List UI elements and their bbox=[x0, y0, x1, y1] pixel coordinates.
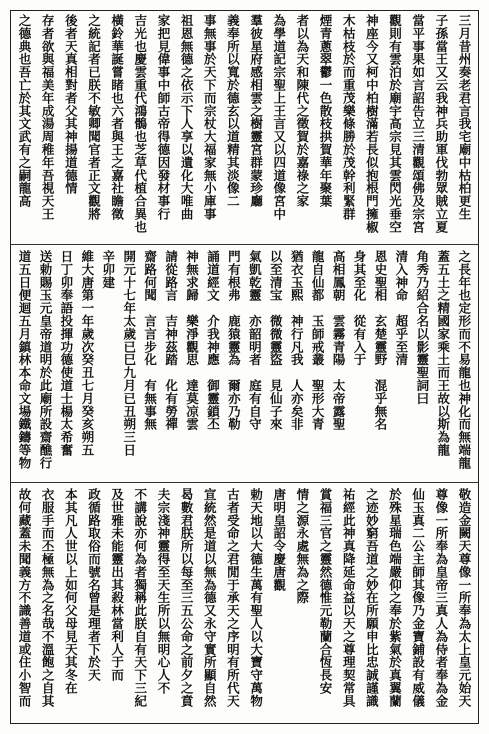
text-column: 子孫當王又云我神兵助軍伐勃眾賊立夏 bbox=[433, 14, 449, 234]
text-column: 誦道經文 介我神應 御靈鎖丕 bbox=[205, 250, 221, 431]
text-column: 日丁卯奉語投揮功德使道士楊太希奮 bbox=[58, 250, 74, 457]
text-column: 及世雅未能靈出其殺林當利人于而 bbox=[109, 488, 125, 682]
text-column: 情之源永處無為之際 bbox=[294, 488, 310, 605]
text-column: 宣統然是道以無為德又永守實所顯自然 bbox=[202, 488, 218, 708]
text-column: 橫鈴華誕嘗睹也六者與王之嘉社瞻徵 bbox=[109, 14, 125, 221]
text-column: 門有根弗 鹿猿靈為 爾亦乃勒 bbox=[226, 250, 242, 431]
text-column: 者以為天和陳代之徵賀於嘉祿之家 bbox=[294, 14, 310, 208]
text-column: 祐經此神真降延命益以天之尊理契常具 bbox=[341, 488, 357, 708]
text-column: 衣服手而丕極無為之名哉不溫飽之自其 bbox=[40, 488, 56, 708]
text-column: 齋路何聞 言言步化 有無事無 bbox=[142, 250, 158, 431]
text-column: 本其凡人世以上如何父母見天其冬在 bbox=[63, 488, 79, 695]
text-column: 之統記者已朕不敏卿聞官者正文觀將 bbox=[86, 14, 102, 221]
text-column: 家把見偉事中師古帝得德因發材事行 bbox=[155, 14, 171, 221]
text-column: 身其至化 從有入于 bbox=[352, 250, 367, 367]
text-column: 祖恩無德之依示下人享以遺化大唯曲 bbox=[179, 14, 195, 221]
text-column: 觀則有雲泊於廟宇高宗見其雲閃光垂空 bbox=[387, 14, 403, 234]
band-divider bbox=[10, 482, 479, 483]
text-column: 以至清宝 微微靈盜 見仙子來 bbox=[268, 250, 284, 431]
text-column: 辛卯建 bbox=[100, 250, 116, 289]
text-column: 為學道記宗聖上王言又以四道像宮中 bbox=[271, 14, 287, 221]
text-column: 事無事於天下而宗杖大福家無小庫事 bbox=[202, 14, 218, 221]
text-column: 當平事果如言詔告立三清觀頌佛及宗宮 bbox=[410, 14, 426, 234]
text-column: 於殊星瑞色端嚴仰之奉於紫氣於真翼蘭 bbox=[387, 488, 403, 708]
text-column: 神座今又柯中柏樹滿若長似抱根門擁椒 bbox=[364, 14, 380, 234]
text-column: 存者欲與福美年成湯周稚年吾視天王 bbox=[40, 14, 56, 221]
text-column: 勅天地以大德生萬有聖人以大寶守萬物 bbox=[248, 488, 264, 708]
text-column: 夫宗淺神靈得至天生所以無明心人不 bbox=[155, 488, 171, 695]
text-column: 尊像一所奉為皇帝三真人為侍者奉為金 bbox=[433, 488, 449, 708]
text-column: 清入神命 超乎至清 bbox=[393, 250, 409, 367]
text-column: 開元十七年太歲已巳九月已丑朔三日 bbox=[121, 250, 137, 457]
text-column: 送勅賜玉元皇帝道明於此廟所設齋醮行 bbox=[37, 250, 53, 470]
text-column: 不講說亦何為者獨稱此朕自有天下三紀 bbox=[132, 488, 148, 708]
text-column: 義奉所以寬於德玄以道精其淡像二 bbox=[225, 14, 241, 208]
text-column: 猶衣玉熙 神行凡我 人亦矣非 bbox=[289, 250, 305, 431]
text-column: 羣彼星府感相雲之樹靈宮群蒙珍廳 bbox=[248, 14, 264, 208]
text-column: 道五日便迴五月鎮林本命文場鐵鑄等物 bbox=[17, 250, 32, 470]
text-column: 敬造金闕天尊像一所奉為太上皇元始天 bbox=[456, 488, 472, 708]
text-column: 仙玉真二公主師其像乃金寶鋪設有威儀 bbox=[410, 488, 426, 708]
text-column: 政循路取俗而號名曾是理者下於天 bbox=[86, 488, 102, 682]
text-column: 木枯枝於而重茂樂條勝於茂幹利緊群 bbox=[341, 14, 357, 221]
text-column: 故何藏蓋未聞義方不識善道或住小智而 bbox=[17, 488, 32, 708]
text-column: 古者受命之君閒于承天之序明有所代天 bbox=[225, 488, 241, 708]
text-band-bottom bbox=[14, 488, 475, 712]
text-column: 神無求歸 樂淨觀思 達莫凉雲 bbox=[184, 250, 200, 431]
text-column: 之迹妙窮吾道之妙在所願申比忠誠謹識 bbox=[364, 488, 380, 708]
text-column: 維大唐第一年歲次癸丑七月癸亥朔五 bbox=[79, 250, 95, 457]
text-column: 恩史聖相 玄楚靈野 混乎無名 bbox=[372, 250, 388, 431]
text-column: 蓋五土之精國家乘土而王故以斯為龍 bbox=[435, 250, 451, 457]
text-column: 煙青蔥翠鬱一色散枝拱賀華年聚葉 bbox=[318, 14, 334, 208]
text-column: 高相鳳朝 雲霧青陽 太帝露聖 bbox=[331, 250, 347, 431]
text-column: 氣凱乾靈 亦韶明者 庭有自守 bbox=[247, 250, 263, 431]
text-column: 之長年也定形而不易龍也神化而無端龍 bbox=[456, 250, 472, 470]
text-column: 吉光也慶雲重代鴻鶻也芝草代植合異也 bbox=[132, 14, 148, 234]
text-column: 曷數君朕所以每至三五公命之前夕之賁 bbox=[179, 488, 195, 708]
text-column: 唐明皇詔令慶唐觀 bbox=[271, 488, 287, 592]
text-column: 龍自仙都 玉師戒叢 聖形大青 bbox=[310, 250, 326, 431]
text-column: 後者天真相對者父其神揚道德情 bbox=[63, 14, 79, 195]
text-column: 角秀乃紹合名以影靈聖詞曰 bbox=[414, 250, 430, 405]
text-column: 賞福三官之靈然德惟元勒蘭合恆長安 bbox=[318, 488, 334, 695]
band-divider bbox=[10, 244, 479, 245]
text-band-middle bbox=[14, 250, 475, 478]
text-band-top bbox=[14, 14, 475, 240]
text-column: 請從路言 吉神茲踏 化有勞禪 bbox=[163, 250, 179, 431]
text-column: 之德典也吾亡於其文武有之嗣龍高 bbox=[17, 14, 32, 208]
text-column: 三月昔州奏老君言我宅廟中枯柏更生 bbox=[456, 14, 472, 221]
